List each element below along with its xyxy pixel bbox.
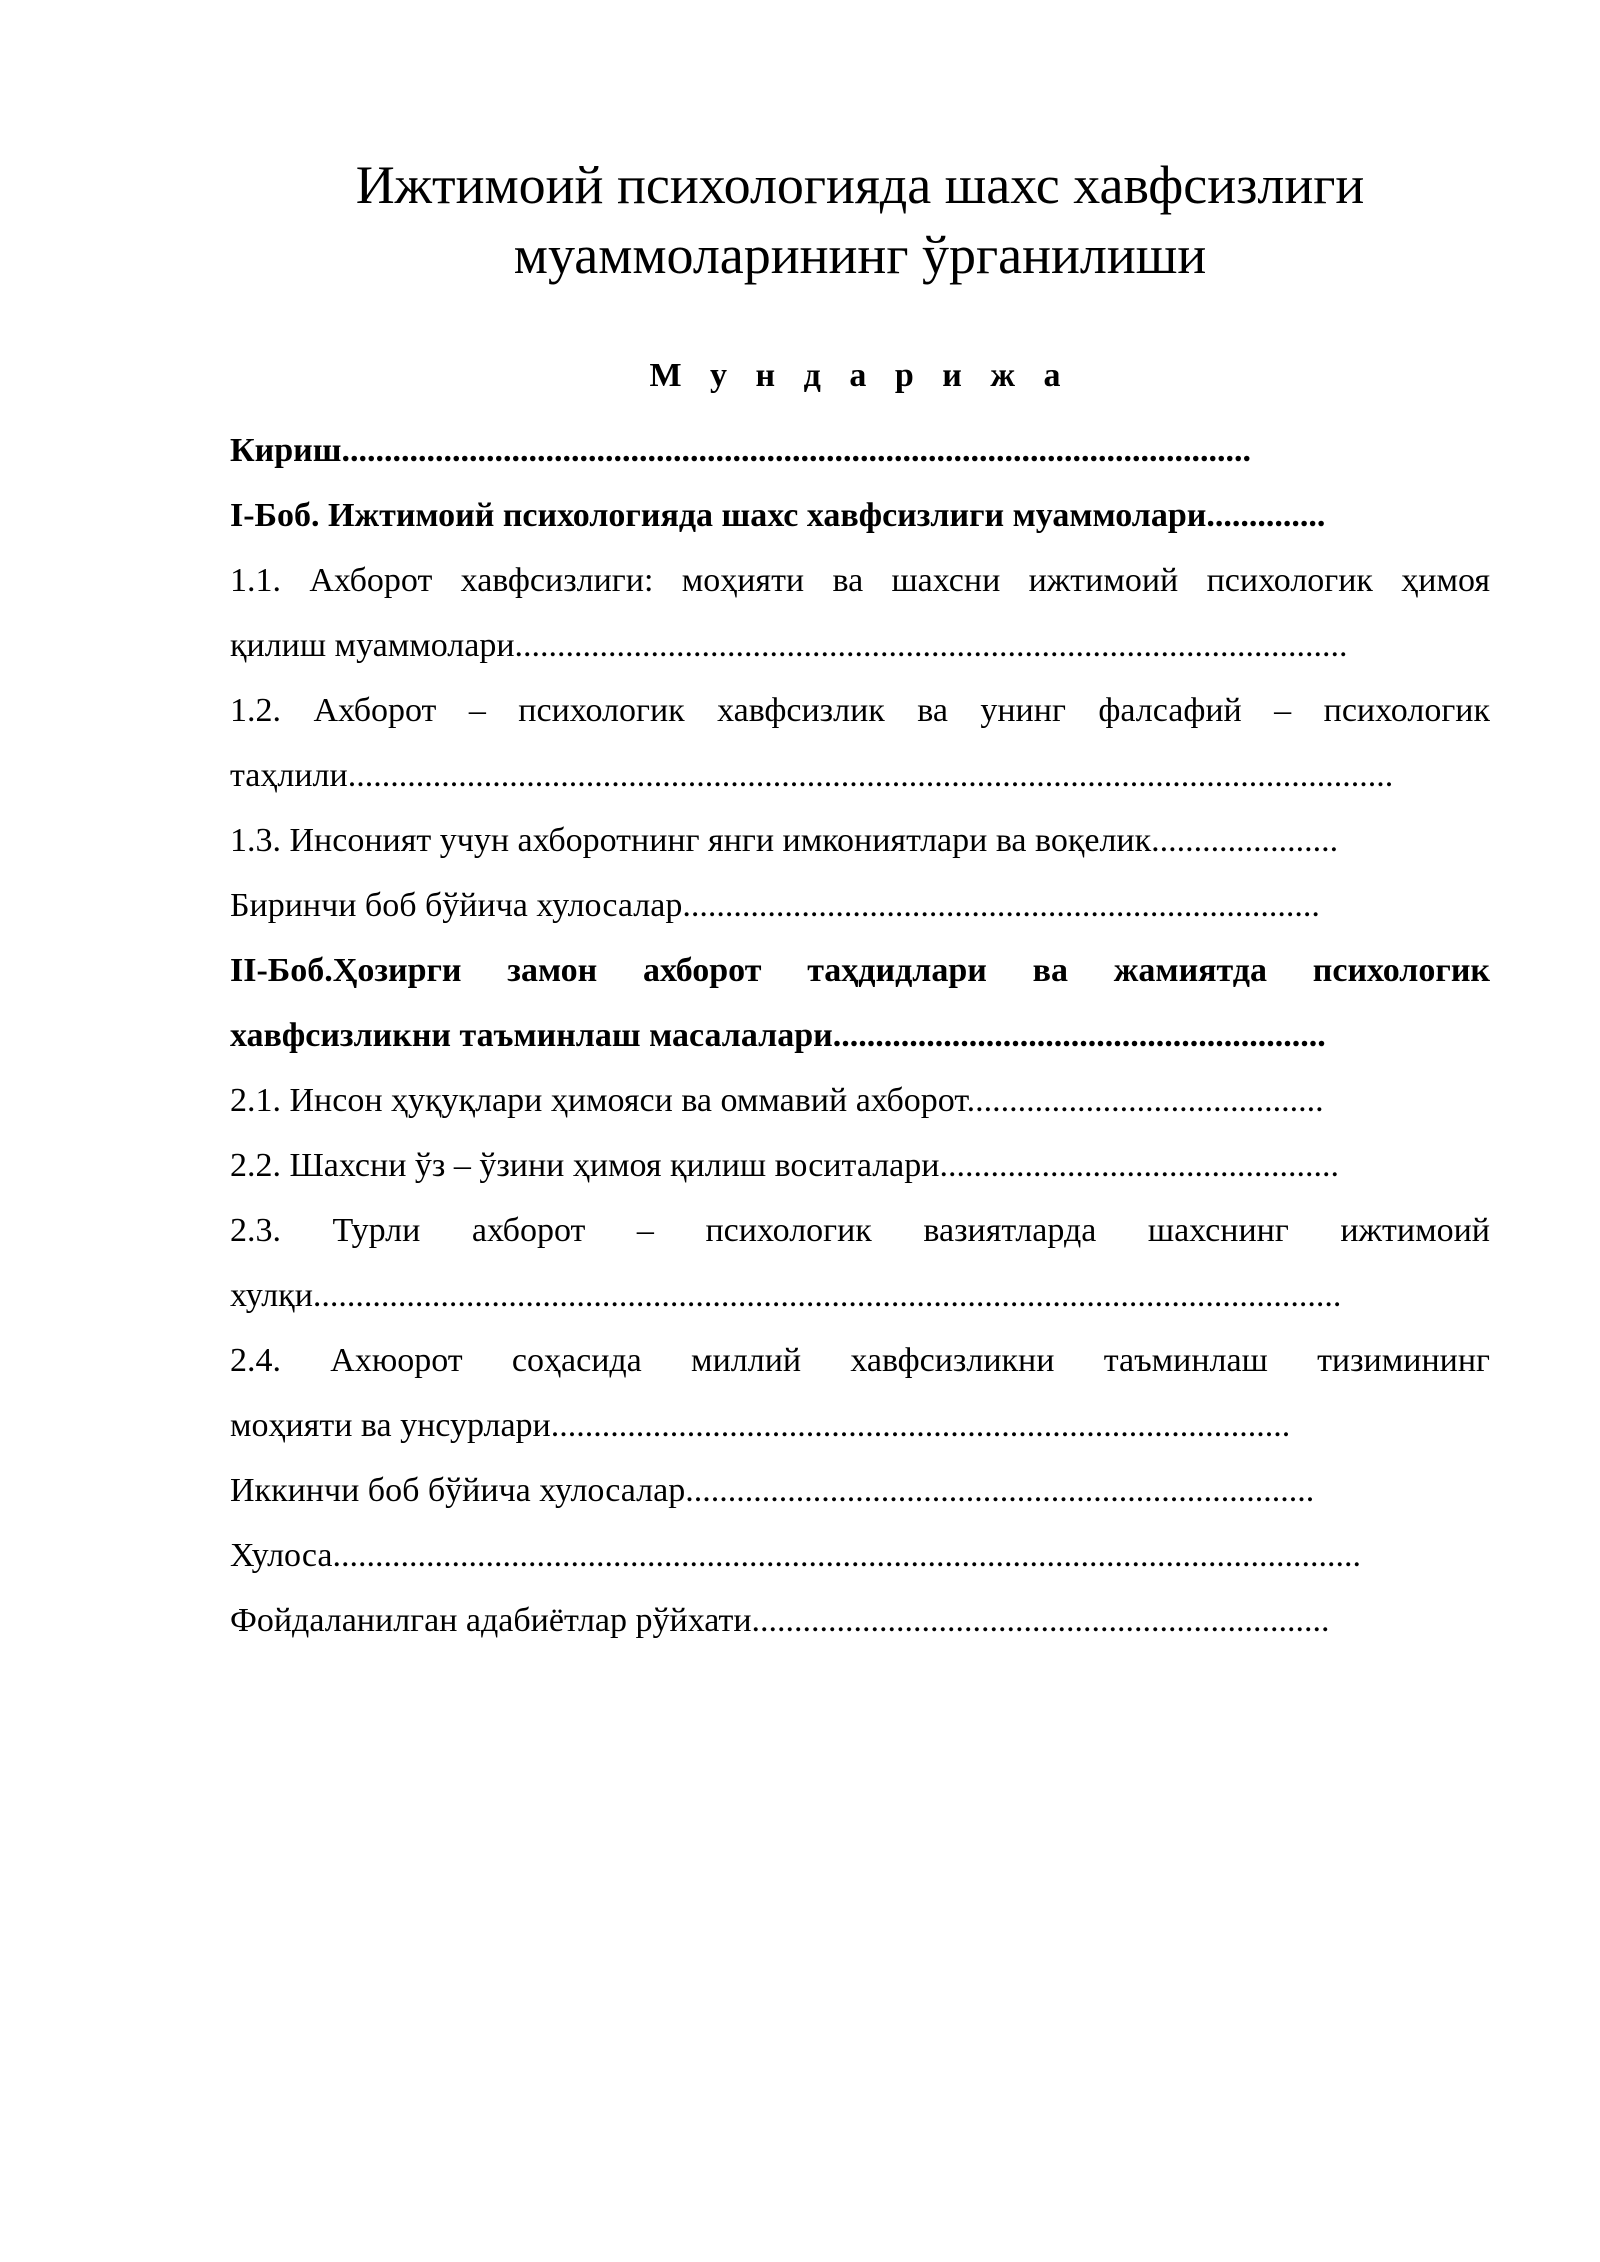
toc-entry-2-4-line-1: 2.4. Ахюорот соҳасида миллий хавфсизликни таъминлаш тизимининг (230, 1342, 1490, 1379)
toc-entry-1-2 (230, 678, 1490, 808)
toc-entry-2-3-line-2: хулқи......................................................................................................................... (230, 1277, 1342, 1314)
toc-entry-references: Фойдаланилган адабиётлар рўйхати.................................................................... (230, 1602, 1330, 1639)
toc-heading: М у н д а р и ж а (649, 357, 1071, 394)
title-line-2: муаммоларининг ўрганилиши (513, 225, 1207, 285)
toc-entry-2-2: 2.2. Шахсни ўз – ўзини ҳимоя қилиш воситалари............................................... (230, 1147, 1339, 1184)
title-line-1: Ижтимоий психологияда шахс хавфсизлиги (355, 155, 1365, 215)
toc-entry-chapter-1-conclusions: Биринчи боб бўйича хулосалар........................................................................... (230, 887, 1320, 924)
toc-entry-conclusion: Хулоса......................................................................................................................... (230, 1537, 1361, 1574)
toc-entry-1-2-line-2: таҳлили........................................................................................................................... (230, 757, 1394, 794)
document-title (230, 150, 1490, 290)
toc-entry-1-2-line-1: 1.2. Ахборот – психологик хавфсизлик ва унинг фалсафий – психологик (230, 692, 1490, 729)
toc-entry-2-3 (230, 1198, 1490, 1328)
toc-entry-chapter-2-line-1: II-Боб.Ҳозирги замон ахборот таҳдидлари ва жамиятда психологик (230, 952, 1490, 989)
toc-entry-1-1-line-2: қилиш муаммолари.................................................................................................. (230, 627, 1348, 664)
toc-entry-chapter-1: I-Боб. Ижтимоий психологияда шахс хавфсизлиги муаммолари.............. (230, 497, 1326, 534)
toc-entry-introduction: Кириш........................................................................................................... (230, 432, 1251, 469)
toc-entry-2-4-line-2: моҳияти ва унсурлари....................................................................................... (230, 1407, 1291, 1444)
toc-entry-chapter-2-conclusions: Иккинчи боб бўйича хулосалар.......................................................................... (230, 1472, 1315, 1509)
toc-entry-2-4 (230, 1328, 1490, 1458)
toc-entry-chapter-2 (230, 938, 1490, 1068)
toc-entry-1-1 (230, 548, 1490, 678)
toc-entry-1-1-line-1: 1.1. Ахборот хавфсизлиги: моҳияти ва шахсни ижтимоий психологик ҳимоя (230, 562, 1490, 599)
toc-entry-chapter-2-line-2: хавфсизликни таъминлаш масалалари.......................................................... (230, 1017, 1326, 1054)
toc-entry-2-1: 2.1. Инсон ҳуқуқлари ҳимояси ва оммавий ахборот.......................................... (230, 1082, 1324, 1119)
table-of-contents (230, 418, 1490, 1653)
toc-entry-2-3-line-1: 2.3. Турли ахборот – психологик вазиятларда шахснинг ижтимоий (230, 1212, 1490, 1249)
toc-entry-1-3: 1.3. Инсоният учун ахборотнинг янги имкониятлари ва воқелик...................... (230, 822, 1339, 859)
